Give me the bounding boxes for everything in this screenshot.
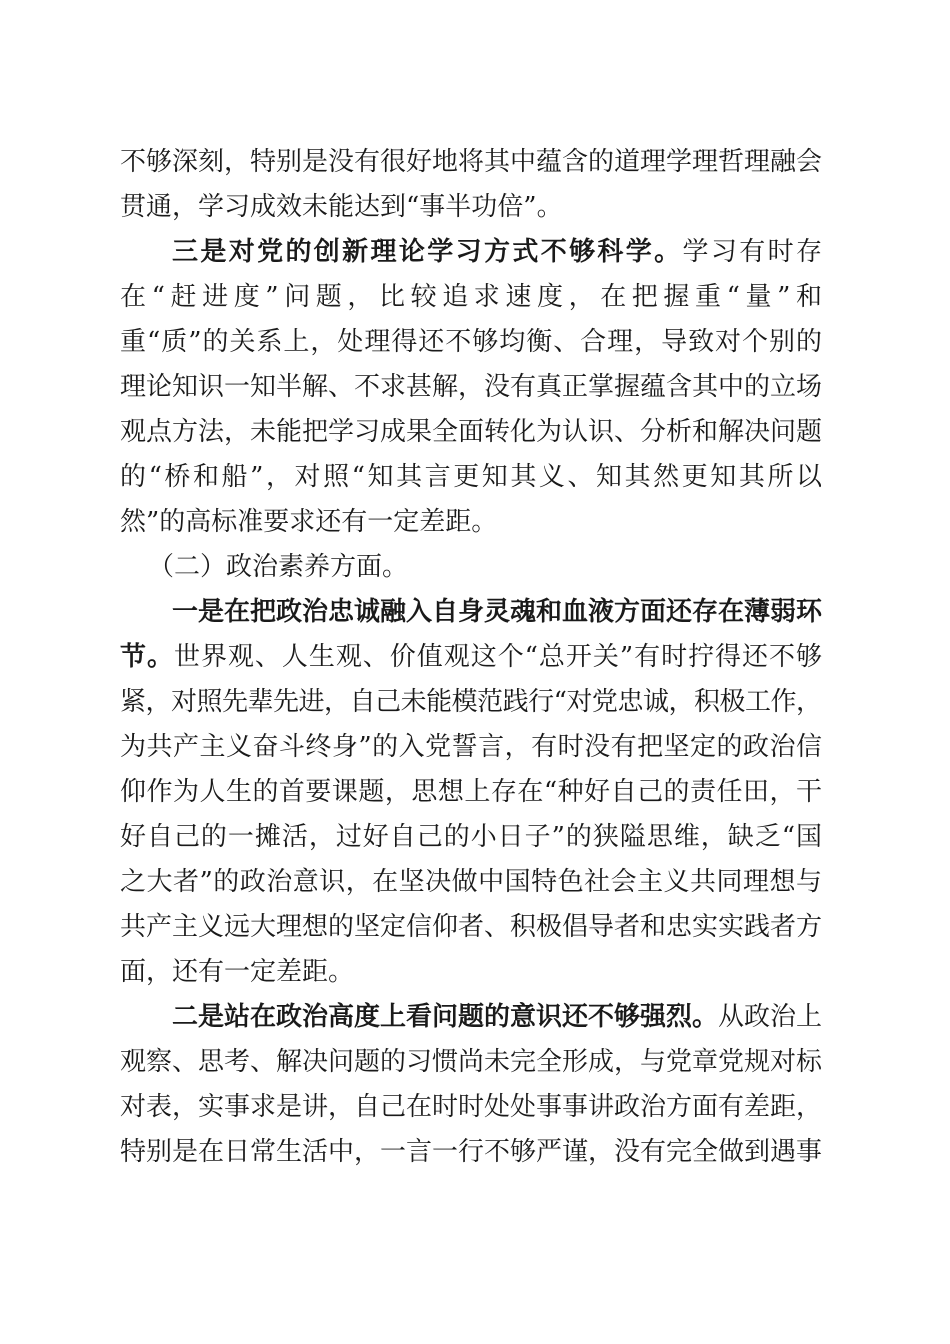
paragraph-start-line [120, 230, 825, 275]
line-content [120, 905, 822, 950]
text-line [120, 815, 822, 860]
line-text: 共产主义远大理想的坚定信仰者、积极倡导者和忠实实践者方 [120, 912, 822, 942]
line-text: 之大者”的政治意识，在坚决做中国特色社会主义共同理想与 [120, 867, 823, 897]
document-page [120, 140, 828, 1175]
paragraph-start-line [120, 995, 822, 1040]
line-text: 不够深刻，特别是没有很好地将其中蕴含的道理学理哲理融会 [120, 147, 822, 177]
text-line [120, 770, 822, 815]
line-text: 贯通，学习成效未能达到“事半功倍”。 [120, 192, 563, 222]
text-line [120, 140, 822, 185]
line-content [120, 455, 825, 500]
line-text: 观点方法，未能把学习成果全面转化为认识、分析和解决问题 [120, 417, 822, 447]
line-content [120, 815, 823, 860]
line-text: 紧，对照先辈先进，自己未能模范践行“对党忠诚，积极工作， [120, 687, 822, 717]
text-line [120, 500, 822, 545]
line-text: 的“桥和船”，对照“知其言更知其义、知其然更知其所以 [120, 462, 825, 492]
bold-topic-sentence: 三是对党的创新理论学习方式不够科学。 [172, 237, 683, 267]
text-line [120, 275, 828, 320]
paragraph-start-line [120, 590, 822, 635]
text-line [120, 635, 822, 680]
text-line [120, 950, 822, 995]
line-content [120, 410, 822, 455]
line-content [120, 770, 822, 815]
bold-topic-sentence: 二是站在政治高度上看问题的意识还不够强烈。 [172, 1002, 718, 1032]
line-content [120, 725, 822, 770]
line-content [148, 545, 408, 590]
line-text: 特别是在日常生活中，一言一行不够严谨，没有完全做到遇事 [120, 1137, 822, 1167]
line-text: 在“赶进度”问题，比较追求速度，在把握重“量”和 [120, 282, 828, 312]
line-content [120, 275, 828, 320]
line-content [172, 995, 822, 1040]
line-text: 从政治上 [717, 1002, 822, 1032]
line-content [172, 230, 824, 275]
line-content [120, 860, 822, 905]
text-line [120, 320, 822, 365]
line-content [172, 590, 822, 635]
text-line [120, 365, 822, 410]
line-text: 好自己的一摊活，过好自己的小日子”的狭隘思维，缺乏“国 [120, 822, 823, 852]
line-text: 学习有时存 [682, 237, 825, 267]
text-line [120, 1085, 822, 1130]
line-content [120, 1040, 822, 1085]
bold-topic-sentence: 节。 [120, 642, 174, 672]
line-text: 理论知识一知半解、不求甚解，没有真正掌握蕴含其中的立场 [120, 372, 822, 402]
line-content [120, 500, 497, 545]
line-content [120, 950, 354, 995]
line-text: 然”的高标准要求还有一定差距。 [120, 507, 498, 537]
line-content [120, 185, 563, 230]
text-line [120, 1040, 822, 1085]
line-content [120, 635, 823, 680]
line-text: 为共产主义奋斗终身”的入党誓言，有时没有把坚定的政治信 [120, 732, 823, 762]
bold-topic-sentence: 一是在把政治忠诚融入自身灵魂和血液方面还存在薄弱环 [172, 597, 822, 627]
text-line [120, 455, 825, 500]
line-content [120, 365, 822, 410]
line-text: 观察、思考、解决问题的习惯尚未完全形成，与党章党规对标 [120, 1047, 822, 1077]
text-line [120, 410, 822, 455]
line-content [120, 1085, 822, 1130]
line-text: 世界观、人生观、价值观这个“总开关”有时拧得还不够 [173, 642, 823, 672]
section-heading [120, 545, 822, 590]
text-line [120, 185, 822, 230]
line-content [120, 680, 822, 725]
line-content [120, 320, 823, 365]
text-line [120, 905, 822, 950]
line-content [120, 140, 822, 185]
line-text: 对表，实事求是讲，自己在时时处处事事讲政治方面有差距， [120, 1092, 822, 1122]
line-content [120, 1130, 822, 1175]
text-line [120, 725, 822, 770]
section-heading-text: （二）政治素养方面。 [148, 552, 409, 582]
text-line [120, 1130, 822, 1175]
text-line [120, 680, 822, 725]
text-line [120, 860, 822, 905]
line-text: 仰作为人生的首要课题，思想上存在“种好自己的责任田，干 [120, 777, 823, 807]
line-text: 重“质”的关系上，处理得还不够均衡、合理，导致对个别的 [120, 327, 823, 357]
line-text: 面，还有一定差距。 [120, 957, 355, 987]
